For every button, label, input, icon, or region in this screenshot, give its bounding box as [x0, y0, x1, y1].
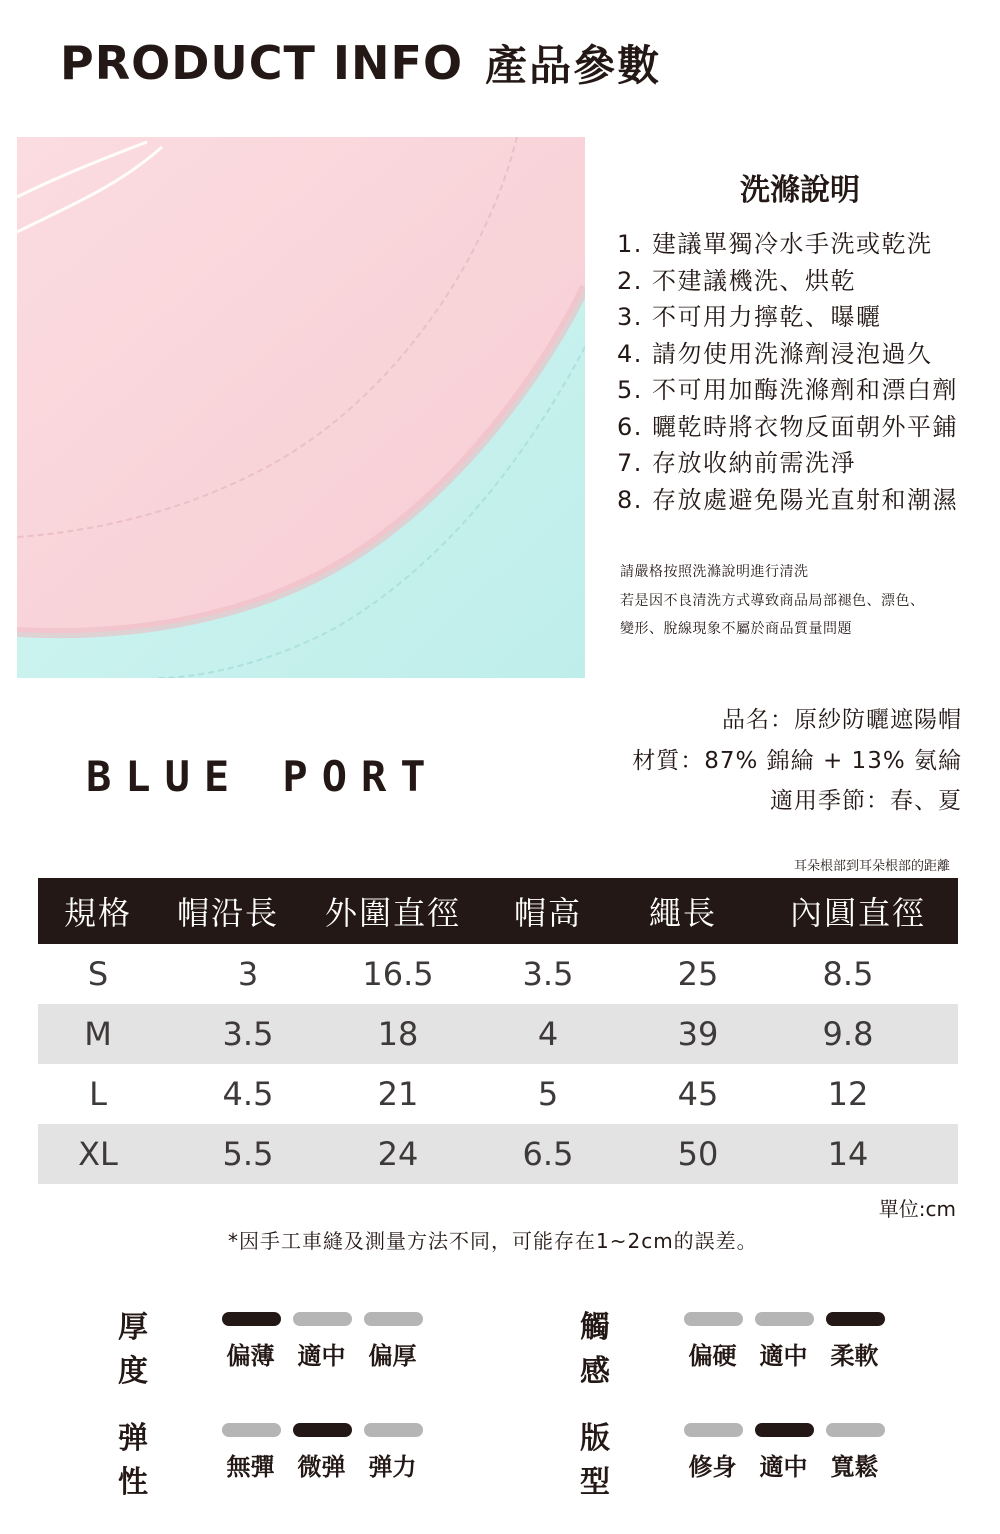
rating-label: 版型: [580, 1421, 610, 1500]
title-chinese: 產品參數: [485, 41, 662, 90]
title-english: PRODUCT INFO: [60, 36, 464, 90]
rating-option: 柔軟: [830, 1342, 879, 1370]
washing-item: 3. 不可用力擰乾、曝曬: [617, 303, 882, 331]
header-cell: 規格: [63, 894, 132, 932]
table-cell: 39: [677, 1015, 719, 1053]
table-cell: 24: [377, 1135, 419, 1173]
rating-bar: [293, 1312, 352, 1326]
washing-item: 8. 存放處避免陽光直射和潮濕: [617, 485, 959, 514]
rating-bar: [364, 1312, 423, 1326]
table-cell: 3.5: [522, 955, 574, 993]
rating-option: 適中: [759, 1342, 808, 1370]
table-cell: 14: [827, 1135, 869, 1173]
table-cell: 6.5: [522, 1135, 574, 1173]
rating-options: [684, 1447, 883, 1482]
washing-instructions-list: [617, 226, 958, 518]
rating-option: 弹力: [368, 1453, 417, 1481]
rating-bar: [755, 1423, 814, 1437]
header-cell: 繩長: [648, 894, 717, 932]
washing-item: 6. 曬乾時將衣物反面朝外平鋪: [617, 412, 959, 441]
rating-option: 偏厚: [368, 1342, 417, 1370]
rating-bars: [684, 1423, 885, 1437]
table-row: [38, 1064, 958, 1124]
table-cell: XL: [78, 1135, 118, 1173]
header-cell: 帽沿長: [176, 894, 279, 932]
table-row: [38, 1124, 958, 1184]
rating-bar: [364, 1423, 423, 1437]
rating-option: 適中: [759, 1453, 808, 1481]
table-cell: 4: [537, 1015, 559, 1053]
product-fabric-photo: [17, 137, 585, 678]
table-row: [38, 944, 958, 1004]
washing-notice-line: 請嚴格按照洗滌說明進行清洗: [620, 564, 809, 580]
rating-option: 微弹: [297, 1453, 346, 1481]
rating-option: 修身: [688, 1453, 737, 1481]
size-table-header: [38, 878, 958, 944]
rating-options: [684, 1336, 883, 1371]
table-cell: 5: [537, 1075, 559, 1113]
spec-product-name: 品名：原紗防曬遮陽帽: [722, 707, 962, 733]
measurement-disclaimer: *因手工車縫及測量方法不同，可能存在1~2cm的誤差。: [228, 1229, 758, 1253]
rating-bar: [826, 1423, 885, 1437]
size-table: [38, 878, 958, 1184]
washing-title: 洗滌說明: [740, 173, 860, 208]
table-cell: 8.5: [822, 955, 874, 993]
table-cell: M: [84, 1015, 112, 1053]
size-table-note: 耳朵根部到耳朵根部的距離: [793, 859, 950, 874]
table-cell: S: [87, 955, 109, 993]
rating-option: 偏薄: [226, 1342, 275, 1370]
rating-bars: [222, 1312, 423, 1326]
rating-label: 弹性: [118, 1421, 148, 1500]
rating-option: 無彈: [226, 1453, 275, 1481]
fabric-closeup-image: [17, 137, 585, 678]
table-cell: 5.5: [222, 1135, 274, 1173]
rating-options: [222, 1447, 421, 1482]
table-cell: 12: [827, 1075, 869, 1113]
rating-option: 適中: [297, 1342, 346, 1370]
product-specs: [632, 700, 962, 822]
washing-notice: [620, 558, 925, 644]
rating-bar: [826, 1312, 885, 1326]
table-cell: 21: [377, 1075, 419, 1113]
rating-label: 厚度: [118, 1310, 148, 1389]
brand-logo-text: BLUE PORT: [86, 752, 440, 801]
washing-item: 4. 請勿使用洗滌劑浸泡過久: [617, 339, 933, 368]
unit-label: 單位:cm: [878, 1197, 956, 1221]
spec-season: 適用季節：春、夏: [770, 788, 962, 814]
rating-option: 寬鬆: [830, 1453, 879, 1481]
table-cell: 9.8: [822, 1015, 874, 1053]
rating-bar: [684, 1312, 743, 1326]
table-row: [38, 1004, 958, 1064]
table-cell: 45: [677, 1075, 719, 1113]
table-cell: L: [89, 1075, 107, 1113]
header-cell: 帽高: [513, 894, 582, 932]
header-cell: 內圓直徑: [789, 894, 926, 932]
washing-notice-line: 變形、脫線現象不屬於商品質量問題: [620, 621, 852, 637]
rating-bar: [755, 1312, 814, 1326]
washing-item: 1. 建議單獨冷水手洗或乾洗: [617, 230, 933, 258]
spec-material: 材質：87% 錦綸 + 13% 氨綸: [632, 747, 962, 774]
table-cell: 50: [677, 1135, 719, 1173]
washing-item: 5. 不可用加酶洗滌劑和漂白劑: [617, 376, 959, 404]
page-title: [60, 28, 661, 98]
rating-option: 偏硬: [688, 1342, 737, 1370]
washing-item: 2. 不建議機洗、烘乾: [617, 266, 857, 295]
header-cell: 外圍直徑: [324, 894, 461, 932]
rating-options: [222, 1336, 421, 1371]
rating-bar: [293, 1423, 352, 1437]
table-cell: 18: [377, 1015, 419, 1053]
rating-bars: [222, 1423, 423, 1437]
rating-bar: [684, 1423, 743, 1437]
rating-label: 觸感: [580, 1310, 610, 1389]
table-cell: 25: [677, 955, 719, 993]
table-cell: 16.5: [362, 955, 434, 993]
rating-bar: [222, 1312, 281, 1326]
rating-bar: [222, 1423, 281, 1437]
table-cell: 4.5: [222, 1075, 274, 1113]
rating-bars: [684, 1312, 885, 1326]
table-cell: 3.5: [222, 1015, 274, 1053]
washing-item: 7. 存放收納前需洗淨: [617, 449, 857, 477]
washing-notice-line: 若是因不良清洗方式導致商品局部褪色、漂色、: [620, 592, 925, 609]
table-cell: 3: [237, 955, 259, 993]
